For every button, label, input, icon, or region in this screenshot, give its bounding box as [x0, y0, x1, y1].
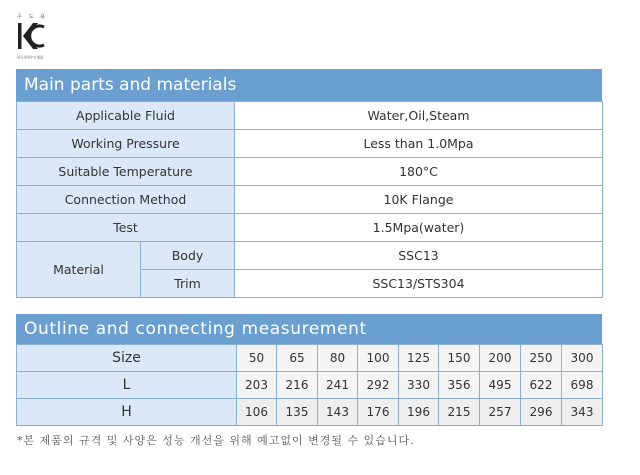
- logo-caption: 한국상하수도협회: [17, 55, 44, 60]
- outline-measurement-header: Outline and connecting measurement: [16, 314, 602, 344]
- h-cell: 215: [439, 399, 480, 426]
- size-cell: 250: [521, 345, 562, 372]
- l-cell: 356: [439, 372, 480, 399]
- l-cell: 330: [399, 372, 439, 399]
- h-cell: 343: [562, 399, 603, 426]
- h-cell: 143: [318, 399, 358, 426]
- row-value: Less than 1.0Mpa: [235, 130, 603, 158]
- h-cell: 196: [399, 399, 439, 426]
- size-cell: 200: [480, 345, 521, 372]
- l-row: [17, 372, 603, 399]
- material-label: Material: [17, 242, 141, 298]
- h-cell: 135: [277, 399, 318, 426]
- row-value: 10K Flange: [235, 186, 603, 214]
- size-cell: 300: [562, 345, 603, 372]
- footnote: *본 제품의 규격 및 사양은 성능 개선을 위해 예고없이 변경될 수 있습니다.: [17, 434, 415, 447]
- h-row: [17, 399, 603, 426]
- logo-top-char: 용: [40, 14, 45, 20]
- trim-value: SSC13/STS304: [235, 270, 603, 298]
- size-row: [17, 345, 603, 372]
- size-cell: 150: [439, 345, 480, 372]
- materials-table: [16, 101, 603, 298]
- size-cell: 100: [358, 345, 399, 372]
- body-value: SSC13: [235, 242, 603, 270]
- size-cell: 80: [318, 345, 358, 372]
- logo-top-text: [17, 14, 45, 20]
- row-label: Working Pressure: [17, 130, 235, 158]
- table-row: [17, 186, 603, 214]
- l-cell: 203: [237, 372, 277, 399]
- row-value: Water,Oil,Steam: [235, 102, 603, 130]
- l-cell: 622: [521, 372, 562, 399]
- main-parts-header: Main parts and materials: [16, 69, 602, 101]
- outline-table: [16, 344, 603, 426]
- h-label: H: [17, 399, 237, 426]
- l-cell: 698: [562, 372, 603, 399]
- kc-certification-logo: [17, 14, 47, 62]
- table-row: [17, 158, 603, 186]
- table-row: [17, 214, 603, 242]
- row-label: Test: [17, 214, 235, 242]
- logo-top-char: 수: [17, 14, 22, 20]
- row-value: 180°C: [235, 158, 603, 186]
- table-row: [17, 242, 603, 270]
- kc-mark-icon: [17, 21, 45, 51]
- h-cell: 296: [521, 399, 562, 426]
- l-label: L: [17, 372, 237, 399]
- body-label: Body: [141, 242, 235, 270]
- l-cell: 495: [480, 372, 521, 399]
- table-row: [17, 102, 603, 130]
- l-cell: 241: [318, 372, 358, 399]
- size-cell: 65: [277, 345, 318, 372]
- l-cell: 292: [358, 372, 399, 399]
- size-cell: 125: [399, 345, 439, 372]
- h-cell: 176: [358, 399, 399, 426]
- size-cell: 50: [237, 345, 277, 372]
- h-cell: 106: [237, 399, 277, 426]
- h-cell: 257: [480, 399, 521, 426]
- trim-label: Trim: [141, 270, 235, 298]
- l-cell: 216: [277, 372, 318, 399]
- row-label: Applicable Fluid: [17, 102, 235, 130]
- row-label: Suitable Temperature: [17, 158, 235, 186]
- row-label: Connection Method: [17, 186, 235, 214]
- logo-top-char: 도: [28, 14, 34, 20]
- table-row: [17, 130, 603, 158]
- row-value: 1.5Mpa(water): [235, 214, 603, 242]
- size-label: Size: [17, 345, 237, 372]
